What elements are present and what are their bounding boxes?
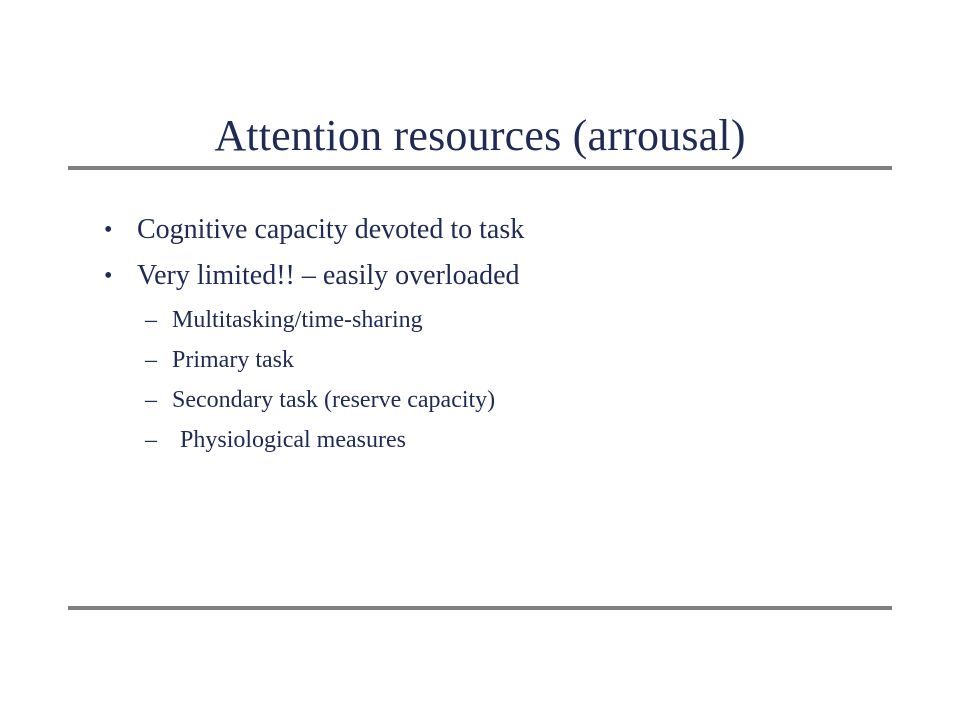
sub-bullet-item <box>100 300 860 340</box>
sub-bullet-group <box>100 300 860 460</box>
bullet-text: Very limited!! – easily overloaded <box>137 260 520 291</box>
bullet-item <box>100 208 860 254</box>
dash-bullet-icon: – <box>145 307 157 333</box>
sub-bullet-text: Physiological measures <box>180 427 406 453</box>
dash-bullet-icon: – <box>145 347 157 373</box>
sub-bullet-text: Multitasking/time-sharing <box>172 307 423 333</box>
dash-bullet-icon: – <box>145 427 157 453</box>
footer-divider <box>68 606 892 610</box>
bullet-dot-icon: • <box>104 217 113 243</box>
bullet-item <box>100 254 860 300</box>
sub-bullet-text: Secondary task (reserve capacity) <box>172 387 496 413</box>
bullet-text: Cognitive capacity devoted to task <box>137 214 525 245</box>
sub-bullet-item <box>100 380 860 420</box>
title-divider <box>68 166 892 170</box>
bullet-list <box>100 208 860 460</box>
sub-bullet-text: Primary task <box>172 347 294 373</box>
dash-bullet-icon: – <box>145 387 157 413</box>
bullet-dot-icon: • <box>104 263 113 289</box>
sub-bullet-item <box>100 340 860 380</box>
sub-bullet-list <box>100 300 860 460</box>
slide-title: Attention resources (arrousal) <box>214 111 746 160</box>
sub-bullet-item <box>100 420 860 460</box>
